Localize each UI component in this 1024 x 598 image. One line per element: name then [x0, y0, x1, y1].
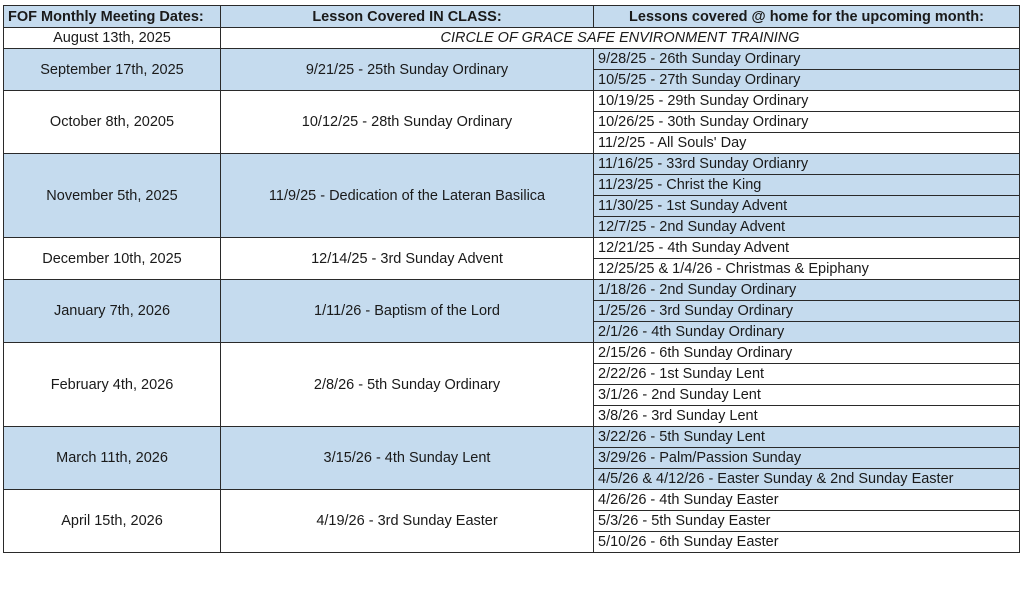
- home-lesson-cell: 9/28/25 - 26th Sunday Ordinary: [594, 49, 1020, 70]
- meeting-date-cell: December 10th, 2025: [4, 238, 221, 280]
- table-row: [4, 427, 1020, 448]
- home-lesson-cell: 5/3/26 - 5th Sunday Easter: [594, 511, 1020, 532]
- table-row: [4, 91, 1020, 112]
- class-lesson-cell: 4/19/26 - 3rd Sunday Easter: [221, 490, 594, 553]
- meeting-date-cell: August 13th, 2025: [4, 28, 221, 49]
- table-row: [4, 343, 1020, 364]
- schedule-body: [4, 28, 1020, 553]
- meeting-date-cell: February 4th, 2026: [4, 343, 221, 427]
- home-lesson-cell: 11/16/25 - 33rd Sunday Ordianry: [594, 154, 1020, 175]
- home-lesson-cell: 11/30/25 - 1st Sunday Advent: [594, 196, 1020, 217]
- home-lesson-cell: 11/23/25 - Christ the King: [594, 175, 1020, 196]
- class-lesson-cell: 1/11/26 - Baptism of the Lord: [221, 280, 594, 343]
- table-row: [4, 490, 1020, 511]
- home-lesson-cell: 12/25/25 & 1/4/26 - Christmas & Epiphany: [594, 259, 1020, 280]
- home-lesson-cell: 2/1/26 - 4th Sunday Ordinary: [594, 322, 1020, 343]
- home-lesson-cell: 12/21/25 - 4th Sunday Advent: [594, 238, 1020, 259]
- special-note-cell: CIRCLE OF GRACE SAFE ENVIRONMENT TRAINING: [221, 28, 1020, 49]
- header-lesson-in-class: Lesson Covered IN CLASS:: [221, 6, 594, 28]
- meeting-date-cell: November 5th, 2025: [4, 154, 221, 238]
- header-row: [4, 6, 1020, 28]
- class-lesson-cell: 3/15/26 - 4th Sunday Lent: [221, 427, 594, 490]
- home-lesson-cell: 4/26/26 - 4th Sunday Easter: [594, 490, 1020, 511]
- home-lesson-cell: 3/8/26 - 3rd Sunday Lent: [594, 406, 1020, 427]
- home-lesson-cell: 4/5/26 & 4/12/26 - Easter Sunday & 2nd Sunday Easter: [594, 469, 1020, 490]
- home-lesson-cell: 12/7/25 - 2nd Sunday Advent: [594, 217, 1020, 238]
- class-lesson-cell: 9/21/25 - 25th Sunday Ordinary: [221, 49, 594, 91]
- class-lesson-cell: 11/9/25 - Dedication of the Lateran Basilica: [221, 154, 594, 238]
- meeting-date-cell: September 17th, 2025: [4, 49, 221, 91]
- class-lesson-cell: 10/12/25 - 28th Sunday Ordinary: [221, 91, 594, 154]
- home-lesson-cell: 3/29/26 - Palm/Passion Sunday: [594, 448, 1020, 469]
- schedule-table: [3, 5, 1020, 553]
- home-lesson-cell: 10/26/25 - 30th Sunday Ordinary: [594, 112, 1020, 133]
- table-row: [4, 238, 1020, 259]
- home-lesson-cell: 3/22/26 - 5th Sunday Lent: [594, 427, 1020, 448]
- home-lesson-cell: 3/1/26 - 2nd Sunday Lent: [594, 385, 1020, 406]
- home-lesson-cell: 2/22/26 - 1st Sunday Lent: [594, 364, 1020, 385]
- special-row: [4, 28, 1020, 49]
- home-lesson-cell: 2/15/26 - 6th Sunday Ordinary: [594, 343, 1020, 364]
- meeting-date-cell: April 15th, 2026: [4, 490, 221, 553]
- schedule-sheet: [3, 5, 1019, 553]
- meeting-date-cell: January 7th, 2026: [4, 280, 221, 343]
- table-row: [4, 280, 1020, 301]
- meeting-date-cell: March 11th, 2026: [4, 427, 221, 490]
- header-meeting-dates: FOF Monthly Meeting Dates:: [4, 6, 221, 28]
- meeting-date-cell: October 8th, 20205: [4, 91, 221, 154]
- home-lesson-cell: 5/10/26 - 6th Sunday Easter: [594, 532, 1020, 553]
- header-lessons-at-home: Lessons covered @ home for the upcoming month:: [594, 6, 1020, 28]
- class-lesson-cell: 2/8/26 - 5th Sunday Ordinary: [221, 343, 594, 427]
- home-lesson-cell: 10/19/25 - 29th Sunday Ordinary: [594, 91, 1020, 112]
- home-lesson-cell: 1/18/26 - 2nd Sunday Ordinary: [594, 280, 1020, 301]
- table-row: [4, 49, 1020, 70]
- home-lesson-cell: 1/25/26 - 3rd Sunday Ordinary: [594, 301, 1020, 322]
- home-lesson-cell: 11/2/25 - All Souls' Day: [594, 133, 1020, 154]
- table-row: [4, 154, 1020, 175]
- home-lesson-cell: 10/5/25 - 27th Sunday Ordinary: [594, 70, 1020, 91]
- class-lesson-cell: 12/14/25 - 3rd Sunday Advent: [221, 238, 594, 280]
